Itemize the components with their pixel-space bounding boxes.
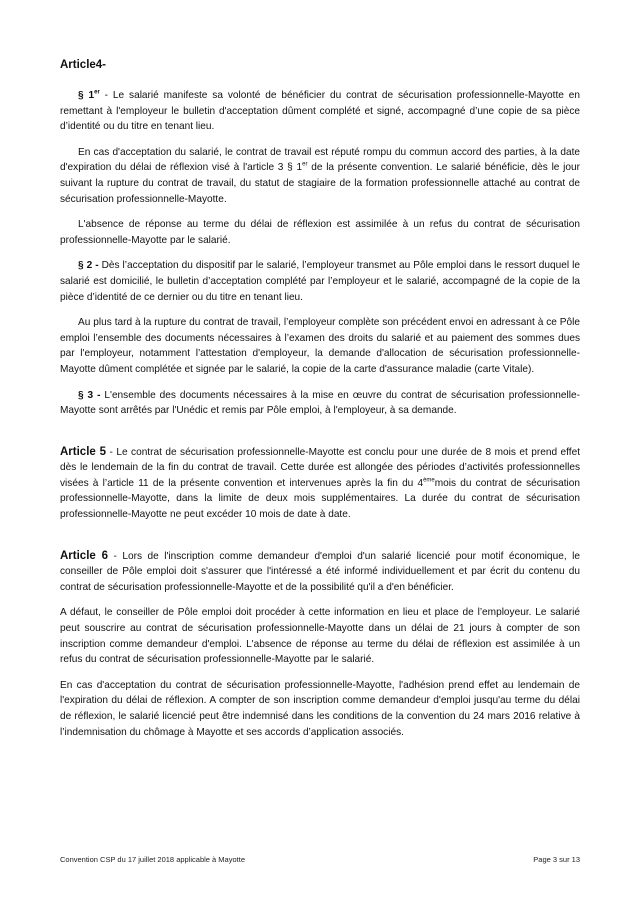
footer-page-number: Page 3 sur 13 xyxy=(533,855,580,864)
paragraph-text: mois du contrat de sécurisation professionnelle-Mayotte, dans la limite de deux mois supplémentaires. La durée du contrat de sécurisation professionnelle-Mayotte ne peut excéder 10 mois de date à date. xyxy=(60,477,580,521)
page-footer xyxy=(60,855,580,864)
superscript: er xyxy=(94,89,100,96)
article-6-paragraph-1 xyxy=(60,549,580,596)
article-4-paragraph-1 xyxy=(60,88,580,135)
superscript: ème xyxy=(423,477,435,484)
article-5-heading: Article 5 xyxy=(60,445,107,458)
section-mark: § 1 xyxy=(78,90,95,101)
footer-document-title: Convention CSP du 17 juillet 2018 applicable à Mayotte xyxy=(60,855,245,864)
superscript: er xyxy=(302,162,308,169)
paragraph-text: - Le contrat de sécurisation professionnelle-Mayotte est conclu pour une durée de 8 mois et prend effet dès le lendemain de la fin du contrat de travail. Cette durée est allongée des périodes d’activités professionnelles visées à l’article 11 de la présente convention et intervenues après la fin du 4 xyxy=(60,446,580,489)
section-mark: § 3 - xyxy=(78,389,101,401)
article-4-paragraph-6 xyxy=(60,388,580,419)
section-mark: § 2 - xyxy=(78,260,99,272)
paragraph-text: - Lors de l'inscription comme demandeur d'emploi d'un salarié licencié pour motif économique, le conseiller de Pôle emploi doit s'assurer que l'intéressé a été informé individuellement et par écrit du contenu du contrat de sécurisation professionnelle-Mayotte et de la possibilité qu'il a d'en bénéficier. xyxy=(60,550,580,593)
spacer xyxy=(60,429,580,445)
article-4-paragraph-3: L'absence de réponse au terme du délai de réflexion est assimilée à un refus du contrat de sécurisation professionnelle-Mayotte par le salarié. xyxy=(60,219,580,246)
article-4-paragraph-5: Au plus tard à la rupture du contrat de travail, l’employeur complète son précédent envoi en adressant à ce Pôle emploi l’ensemble des documents nécessaires à l’examen des droits du salarié et au paiement des sommes dues par l'employeur, notamment l’attestation d'employeur, la demande d'allocation de sécurisation professionnelle-Mayotte dûment complétée et signée par le salarié, la copie de la carte d'assurance maladie (carte Vitale). xyxy=(60,317,580,375)
paragraph-text: Dès l’acceptation du dispositif par le salarié, l’employeur transmet au Pôle emploi dans le ressort duquel le salarié est domicilié, le bulletin d’acceptation complété par l’employeur et le salarié, accompagné de la copie de la pièce d’identité de ce dernier ou du titre en tenant lieu. xyxy=(60,260,580,303)
article-6-paragraph-3: En cas d'acceptation du contrat de sécurisation professionnelle-Mayotte, l'adhésion prend effet au lendemain de l'expiration du délai de réflexion. A compter de son inscription comme demandeur d'emploi jusqu'au terme du délai de réflexion, le salarié licencié peut être indemnisé dans les conditions de la convention du 24 mars 2016 relative à l’indemnisation du chômage à Mayotte et ses accords d’application associés. xyxy=(60,679,580,738)
article-5-paragraph xyxy=(60,445,580,523)
paragraph-text: - Le salarié manifeste sa volonté de bénéficier du contrat de sécurisation professionnelle-Mayotte en remettant à l'employeur le bulletin d'acceptation dûment complété et signé, accompagné d’une copie de sa pièce d’identité ou du titre en tenant lieu. xyxy=(60,90,580,133)
article-4-paragraph-2 xyxy=(60,145,580,207)
article-4-paragraph-4 xyxy=(60,258,580,305)
paragraph-text: En cas d'acceptation du salarié, le contrat de travail est réputé rompu du commun accord des parties, à la date d'expiration du délai de réflexion visé à l'article 3 § 1 xyxy=(60,146,580,174)
document-page xyxy=(60,58,580,750)
paragraph-text: de la présente convention. Le salarié bénéficie, dès le jour suivant la rupture du contrat de travail, du statut de stagiaire de la formation professionnelle attaché au contrat de sécurisation professionnelle-Mayotte. xyxy=(60,162,580,205)
article-4-heading: Article4- xyxy=(60,59,107,71)
article-6-paragraph-2: A défaut, le conseiller de Pôle emploi doit procéder à cette information en lieu et place de l’employeur. Le salarié peut souscrire au contrat de sécurisation professionnelle-Mayotte dans un délai de 21 jours à compter de son inscription comme demandeur d'emploi. L'absence de réponse au terme du délai de réflexion est assimilée à un refus du contrat de sécurisation professionnelle-Mayotte par le salarié. xyxy=(60,607,580,666)
paragraph-text: L'ensemble des documents nécessaires à la mise en œuvre du contrat de sécurisation professionnelle-Mayotte sont arrêtés par l'Unédic et remis par Pôle emploi, à l'employeur, à sa demande. xyxy=(60,389,580,417)
article-6-heading: Article 6 xyxy=(60,549,109,562)
spacer xyxy=(60,533,580,549)
